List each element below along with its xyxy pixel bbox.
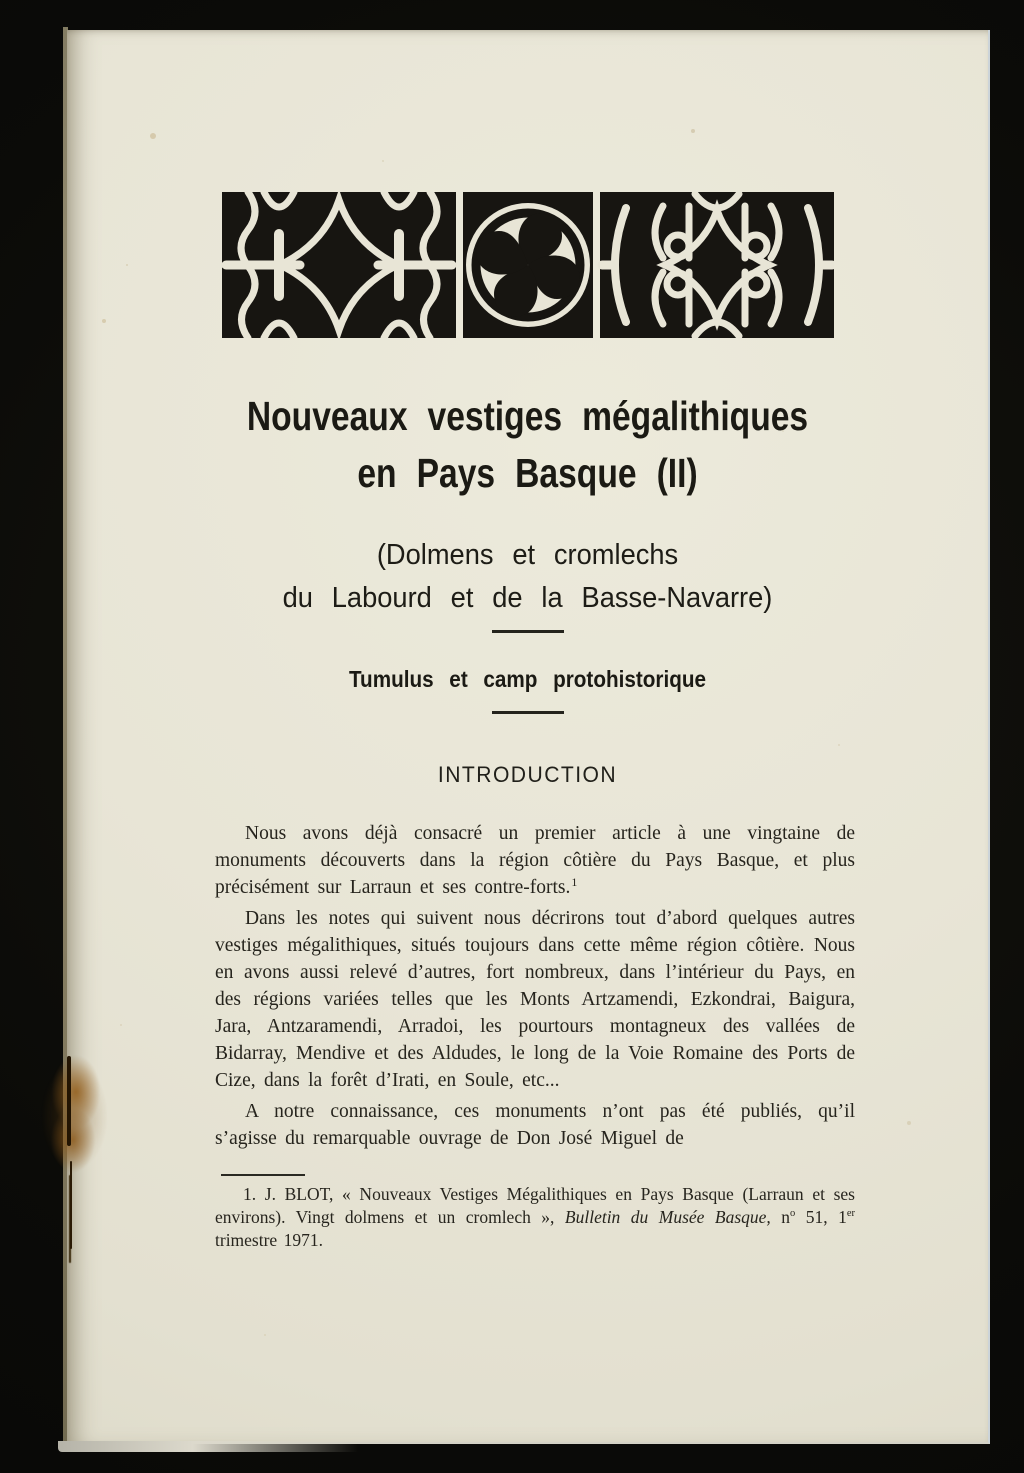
- book-page: [67, 30, 990, 1444]
- divider-rule-1: [492, 630, 564, 633]
- paragraph-1-text: Nous avons déjà consacré un premier article à une vingtaine de monuments découverts dans la région côtière du Pays Basque, et plus précisément sur Larraun et ses contre-forts.: [215, 823, 855, 898]
- footnote-text: 1. J. BLOT, « Nouveaux Vestiges Mégalithiques en Pays Basque (Larraun et ses environs). Vingt dolmens et un cromlech », Bulletin du Musée Basque, $n^o$ 51, 1er trimestre 1971.: [215, 1184, 855, 1250]
- subtitle-line-2: du Labourd et de la Basse-Navarre): [282, 582, 773, 614]
- paragraph-2: Dans les notes qui suivent nous décrirons tout d’abord quelques autres vestiges mégalithiques, situés toujours dans cette même région côtière. Nous en avons aussi relevé d’autres, fort nombreux, dans l’intérieur du Pays, en des régions variées telles que les Monts Artzamendi, Ezkondrai, Baigura, Jara, Antzaramendi, Arradoi, les pourtours montagneux des vallées de Bidarray, Mendive et des Aldudes, le long de la Voie Romaine des Ports de Cize, dans la forêt d’Irati, en Soule, etc...: [215, 908, 855, 1091]
- gutter-stain-core: [67, 1056, 71, 1146]
- article-title: [67, 388, 988, 502]
- subtitle-line-1: (Dolmens et cromlechs: [376, 539, 679, 571]
- section-heading: INTRODUCTION: [437, 762, 618, 787]
- paragraph-3: A notre connaissance, ces monuments n’ont pas été publiés, qu’il s’agisse du remarquable ouvrage de Don José Miguel de: [215, 1101, 855, 1149]
- facing-page-edge: [0, 27, 67, 1443]
- divider-rule-2: [492, 711, 564, 714]
- paragraph-1: [215, 820, 855, 901]
- kicker-heading: [67, 663, 988, 695]
- footnote-block: [215, 1174, 855, 1252]
- article-subtitle: [67, 534, 988, 620]
- footnote-reference-marker: 1: [571, 874, 578, 889]
- basque-ornament-band: [222, 192, 834, 338]
- title-line-2: en Pays Basque (II): [357, 450, 698, 496]
- kicker-text: Tumulus et camp protohistorique: [348, 666, 707, 692]
- body-text-block: [215, 820, 855, 1152]
- page-bottom-edge: [58, 1441, 358, 1452]
- title-line-1: Nouveaux vestiges mégalithiques: [246, 393, 809, 439]
- footnote-separator-rule: [221, 1174, 305, 1176]
- foxing-spots: [0, 0, 6, 6]
